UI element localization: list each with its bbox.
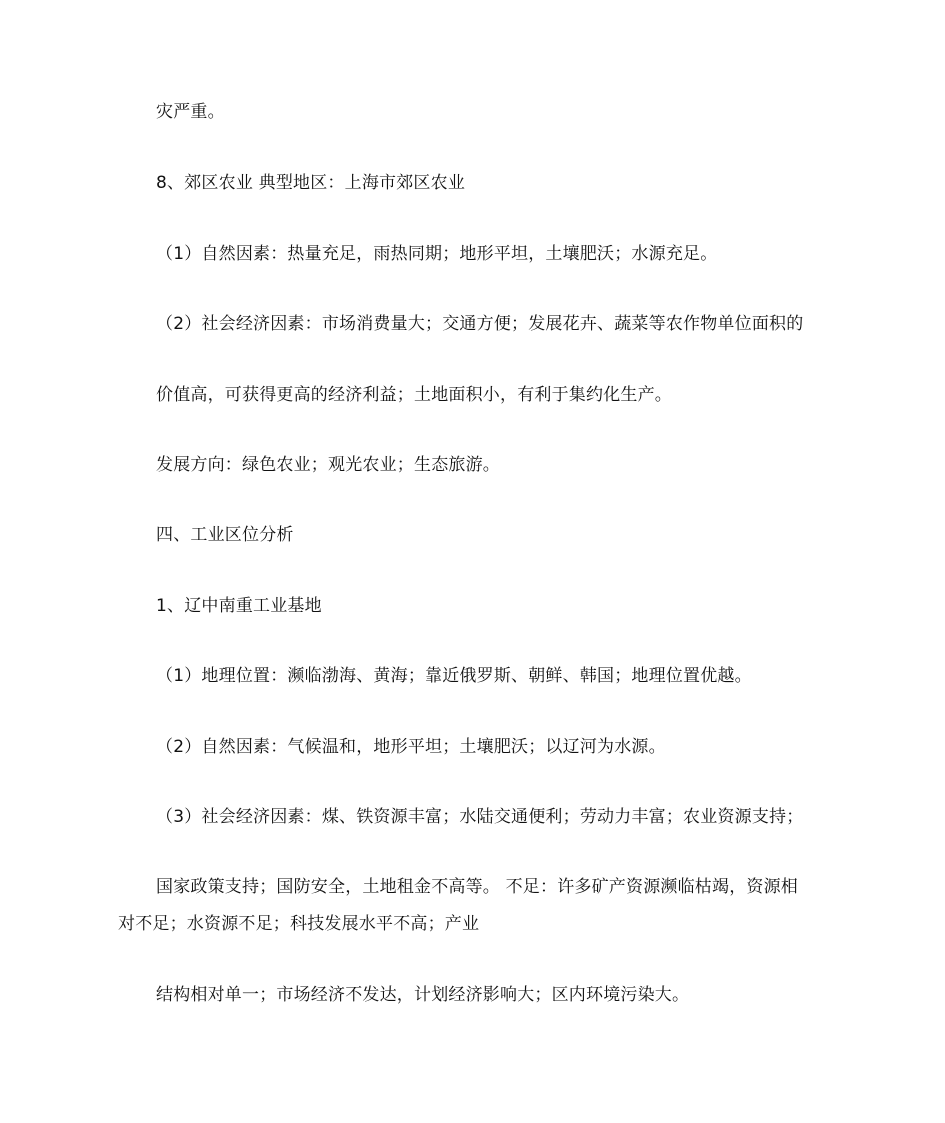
text-line-1: 灾严重。 — [156, 102, 225, 122]
text-line-6: 发展方向：绿色农业；观光农业；生态旅游。 — [156, 455, 500, 475]
text-line-8: 1、辽中南重工业基地 — [156, 596, 322, 616]
text-line-7: 四、工业区位分析 — [156, 525, 294, 545]
text-line-11: （3）社会经济因素：煤、铁资源丰富；水陆交通便利；劳动力丰富；农业资源支持； — [156, 807, 804, 827]
text-line-10: （2）自然因素：气候温和，地形平坦；土壤肥沃；以辽河为水源。 — [156, 737, 666, 757]
text-line-2: 8、郊区农业 典型地区：上海市郊区农业 — [156, 173, 466, 193]
text-line-5: 价值高，可获得更高的经济利益；土地面积小，有利于集约化生产。 — [156, 385, 672, 405]
text-line-9: （1）地理位置：濒临渤海、黄海；靠近俄罗斯、朝鲜、韩国；地理位置优越。 — [156, 666, 752, 686]
text-line-12: 国家政策支持；国防安全，土地租金不高等。 不足：许多矿产资源濒临枯竭，资源相 — [156, 877, 799, 897]
text-line-14: 结构相对单一；市场经济不发达，计划经济影响大；区内环境污染大。 — [156, 985, 690, 1005]
text-line-4: （2）社会经济因素：市场消费量大；交通方便；发展花卉、蔬菜等农作物单位面积的 — [156, 314, 804, 334]
text-line-13: 对不足；水资源不足；科技发展水平不高；产业 — [118, 914, 480, 934]
text-line-3: （1）自然因素：热量充足，雨热同期；地形平坦，土壤肥沃；水源充足。 — [156, 244, 718, 264]
